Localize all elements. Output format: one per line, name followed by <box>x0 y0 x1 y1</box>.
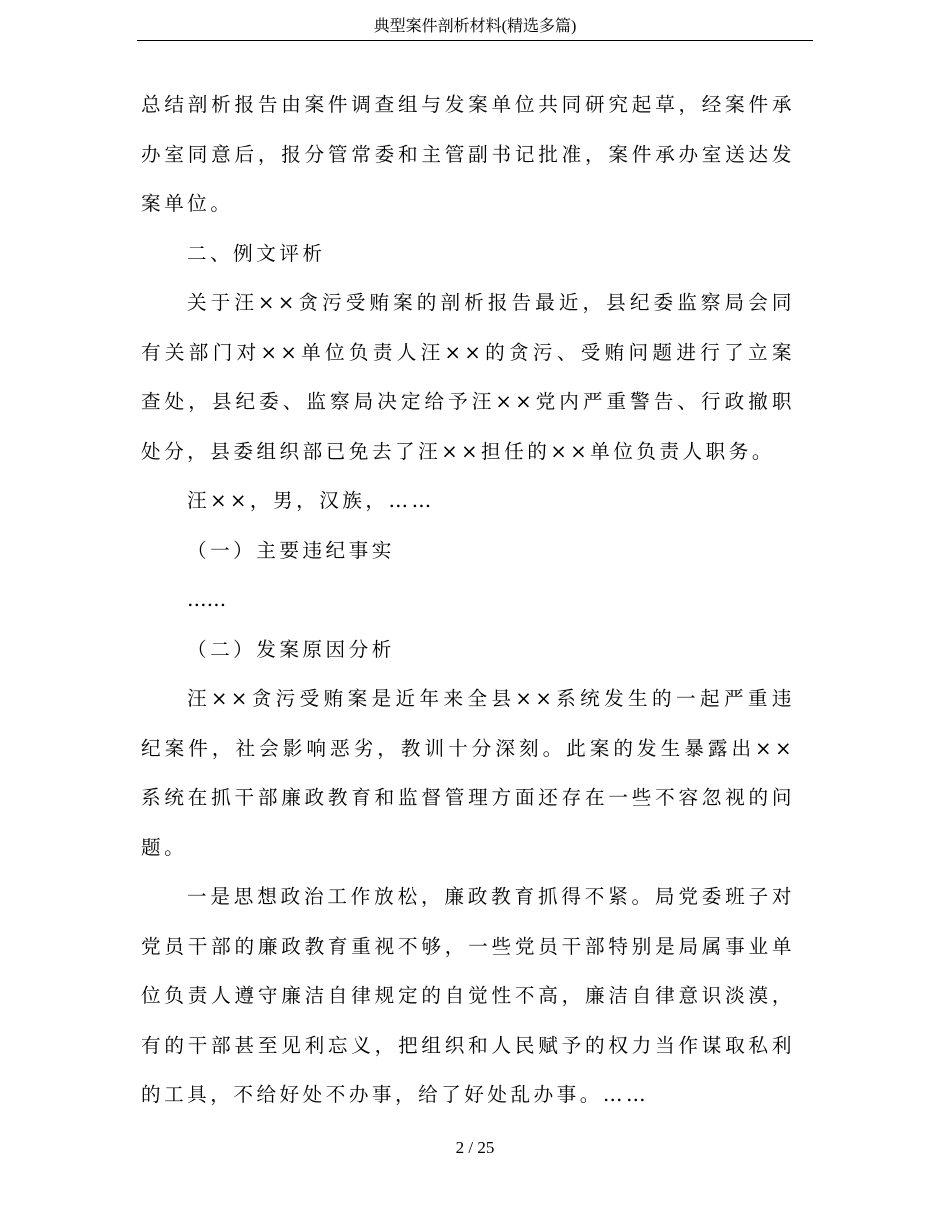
paragraph-person-profile: 汪××，男，汉族，…… <box>187 489 435 512</box>
subheading-main-violations: （一）主要违纪事实 <box>187 538 395 562</box>
document-body <box>141 80 795 1120</box>
page-header <box>137 14 813 41</box>
paragraph-ellipsis: …… <box>187 588 227 611</box>
paragraph-cause-one: 一是思想政治工作放松，廉政教育抓得不紧。局党委班子对党员干部的廉政教育重视不够，一些党员干部特别是局属事业单位负责人遵守廉洁自律规定的自觉性不高，廉洁自律意识淡漠，有的干部甚至见利忘义，把组织和人民赋予的权力当作谋取私利的工具，不给好处不办事，给了好处乱办事。…… <box>141 885 795 1106</box>
document-title: 典型案件剖析材料(精选多篇) <box>373 18 577 35</box>
paragraph-case-report-intro: 关于汪××贪污受贿案的剖析报告最近，县纪委监察局会同有关部门对××单位负责人汪××的贪污、受贿问题进行了立案查处，县纪委、监察局决定给予汪××党内严重警告、行政撤职处分，县委组织部已免去了汪××担任的××单位负责人职务。 <box>141 291 795 463</box>
paragraph-report-drafting: 总结剖析报告由案件调查组与发案单位共同研究起草，经案件承办室同意后，报分管常委和主管副书记批准，案件承办室送达发案单位。 <box>141 93 795 215</box>
page-number: 2 / 25 <box>455 1138 495 1157</box>
paragraph-case-impact: 汪××贪污受贿案是近年来全县××系统发生的一起严重违纪案件，社会影响恶劣，教训十分深刻。此案的发生暴露出××系统在抓干部廉政教育和监督管理方面还存在一些不容忽视的问题。 <box>141 687 795 859</box>
subheading-cause-analysis: （二）发案原因分析 <box>187 637 395 661</box>
section-heading-example-analysis: 二、例文评析 <box>187 241 326 265</box>
